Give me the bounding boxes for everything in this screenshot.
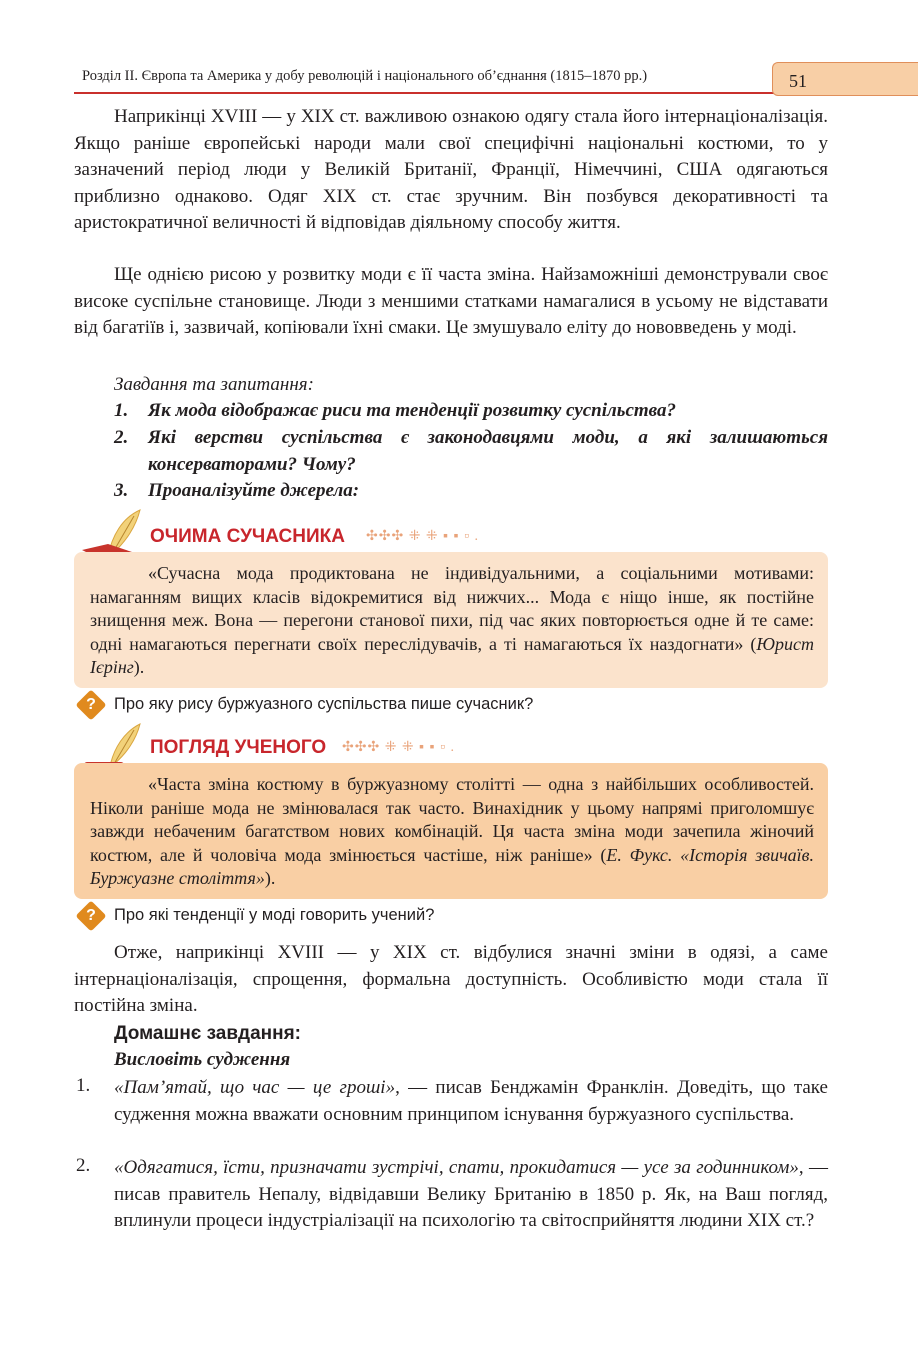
decorative-crosses: ✣✣✣ ⁜ ⁜ ▪ ▪ ▫ .	[342, 740, 456, 755]
quote-text: «Сучасна мода продиктована не індивідуальними, а соціальними мотивами: намаганням вищих класів відокремитися від нижчих... Мода є ніщо інше, як постійне знищення меж. Вона — перегони станової пихи, під час яких повторюється одне й те саме: одні намагаються перегнати своїх переслідувачів, а ті намагаються їх наздогнати»	[90, 563, 814, 654]
homework-text: , — писав Бенджамін Франклін. Доведіть, що таке судження можна вважати основним принципом існування буржуазного суспільства.	[114, 1077, 828, 1125]
task-text: Як мода відображає риси та тенденції розвитку суспільства?	[148, 400, 677, 421]
source2-quote: «Часта зміна костюму в буржуазному столітті — одна з найбільших особливостей. Ніколи раніше мода не змінювалася так часто. Винахідник у цьому напрямі приголомшує завжди небаченим багатством нових комбінацій. Ця часта зміна моди зачепила жіночий костюм, але й чоловіча мода змінюється частіше, ніж раніше» (Е. Фукс. «Історія звичаїв. Буржуазне століття»).	[90, 774, 814, 888]
homework-text: , — писав правитель Непалу, відвідавши Велику Британію в 1850 р. Як, на Ваш погляд, вплинули процеси індустріалізації на психологію та світосприйняття людини ХІХ ст.?	[114, 1157, 828, 1232]
source1-title: ОЧИМА СУЧАСНИКА	[150, 526, 345, 547]
source2-box	[74, 763, 828, 899]
question-diamond-icon: ?	[75, 900, 106, 931]
homework-title: Домашнє завдання:	[114, 1023, 302, 1044]
source2-question: Про які тенденції у моді говорить учений?	[114, 906, 435, 924]
task-text: Проаналізуйте джерела:	[148, 480, 360, 501]
homework-item-number: 1.	[76, 1075, 91, 1096]
task-number: 1.	[114, 400, 129, 421]
page-number-tab	[772, 62, 918, 96]
source1-quote: «Сучасна мода продиктована не індивідуальними, а соціальними мотивами: намаганням вищих класів відокремитися від нижчих... Мода є ніщо інше, як постійне знищення меж. Вона — перегони станової пихи, під час яких повторюється одне й те саме: одні намагаються перегнати своїх переслідувачів, а ті намагаються їх наздогнати» (Юрист Ієрінг).	[90, 563, 814, 677]
question-diamond-icon: ?	[75, 689, 106, 720]
homework-item	[114, 1075, 828, 1128]
source1-question: Про яку рису буржуазного суспільства пише сучасник?	[114, 695, 534, 713]
task-number: 3.	[114, 480, 129, 501]
homework-subtitle: Висловіть судження	[114, 1049, 291, 1070]
tasks-heading: Завдання та запитання:	[114, 374, 314, 395]
task-item	[0, 398, 918, 425]
task-text: Які верстви суспільства є законодавцями моди, а які залишаються консерваторами? Чому?	[148, 427, 828, 475]
page-number: 51	[789, 71, 807, 91]
paragraph-2: Ще однією рисою у розвитку моди є її часта зміна. Найзаможніші демонстрували своє високе суспільне становище. Люди з меншими статками намагалися в усьому не відставати від багатіїв і, зазвичай, копіювали їхні смаки. Це змушувало еліту до нововведень у моді.	[74, 264, 828, 339]
task-item	[0, 478, 918, 505]
conclusion-paragraph: Отже, наприкінці XVIII — у ХІХ ст. відбулися значні зміни в одязі, а саме інтернаціоналізація, спрощення, формальна доступність. Особливістю моди стала її постійна зміна.	[74, 942, 828, 1017]
chapter-title: Розділ ІІ. Європа та Америка у добу революцій і національного об’єднання (1815–1870 рр.)	[82, 68, 648, 84]
paragraph-1: Наприкінці XVIII — у ХІХ ст. важливою ознакою одягу стала його інтернаціоналізація. Якщо раніше європейські народи мали свої специфічні національні костюми, то у зазначений період люди у Великій Британії, Франції, Німеччині, США одягаються приблизно однаково. Одяг ХІХ ст. стає зручним. Він позбувся декоративності та аристократичної величності й відповідав діяльному способу життя.	[74, 106, 828, 234]
homework-quote: «Одягатися, їсти, призначати зустрічі, спати, прокидатися — усе за годинником»	[114, 1157, 799, 1178]
page-header	[74, 64, 774, 94]
task-number: 2.	[114, 427, 129, 448]
quote-author: Юрист Ієрінг	[90, 633, 814, 677]
homework-quote: «Пам’ятай, що час — це гроші»	[114, 1077, 396, 1098]
task-item	[0, 425, 918, 479]
homework-item-number: 2.	[76, 1155, 91, 1176]
source1-box	[74, 552, 828, 688]
source2-title: ПОГЛЯД УЧЕНОГО	[150, 737, 327, 758]
decorative-crosses: ✣✣✣ ⁜ ⁜ ▪ ▪ ▫ .	[366, 529, 480, 544]
quote-author: Е. Фукс. «Історія звичаїв. Буржуазне століття»	[90, 844, 814, 888]
homework-item	[114, 1155, 828, 1235]
quote-text: «Часта зміна костюму в буржуазному столітті — одна з найбільших особливостей. Ніколи раніше мода не змінювалася так часто. Винахідник у цьому напрямі приголомшує завжди небаченим багатством нових комбінацій. Ця часта зміна моди зачепила жіночий костюм, але й чоловіча мода змінюється частіше, ніж раніше»	[90, 774, 814, 865]
